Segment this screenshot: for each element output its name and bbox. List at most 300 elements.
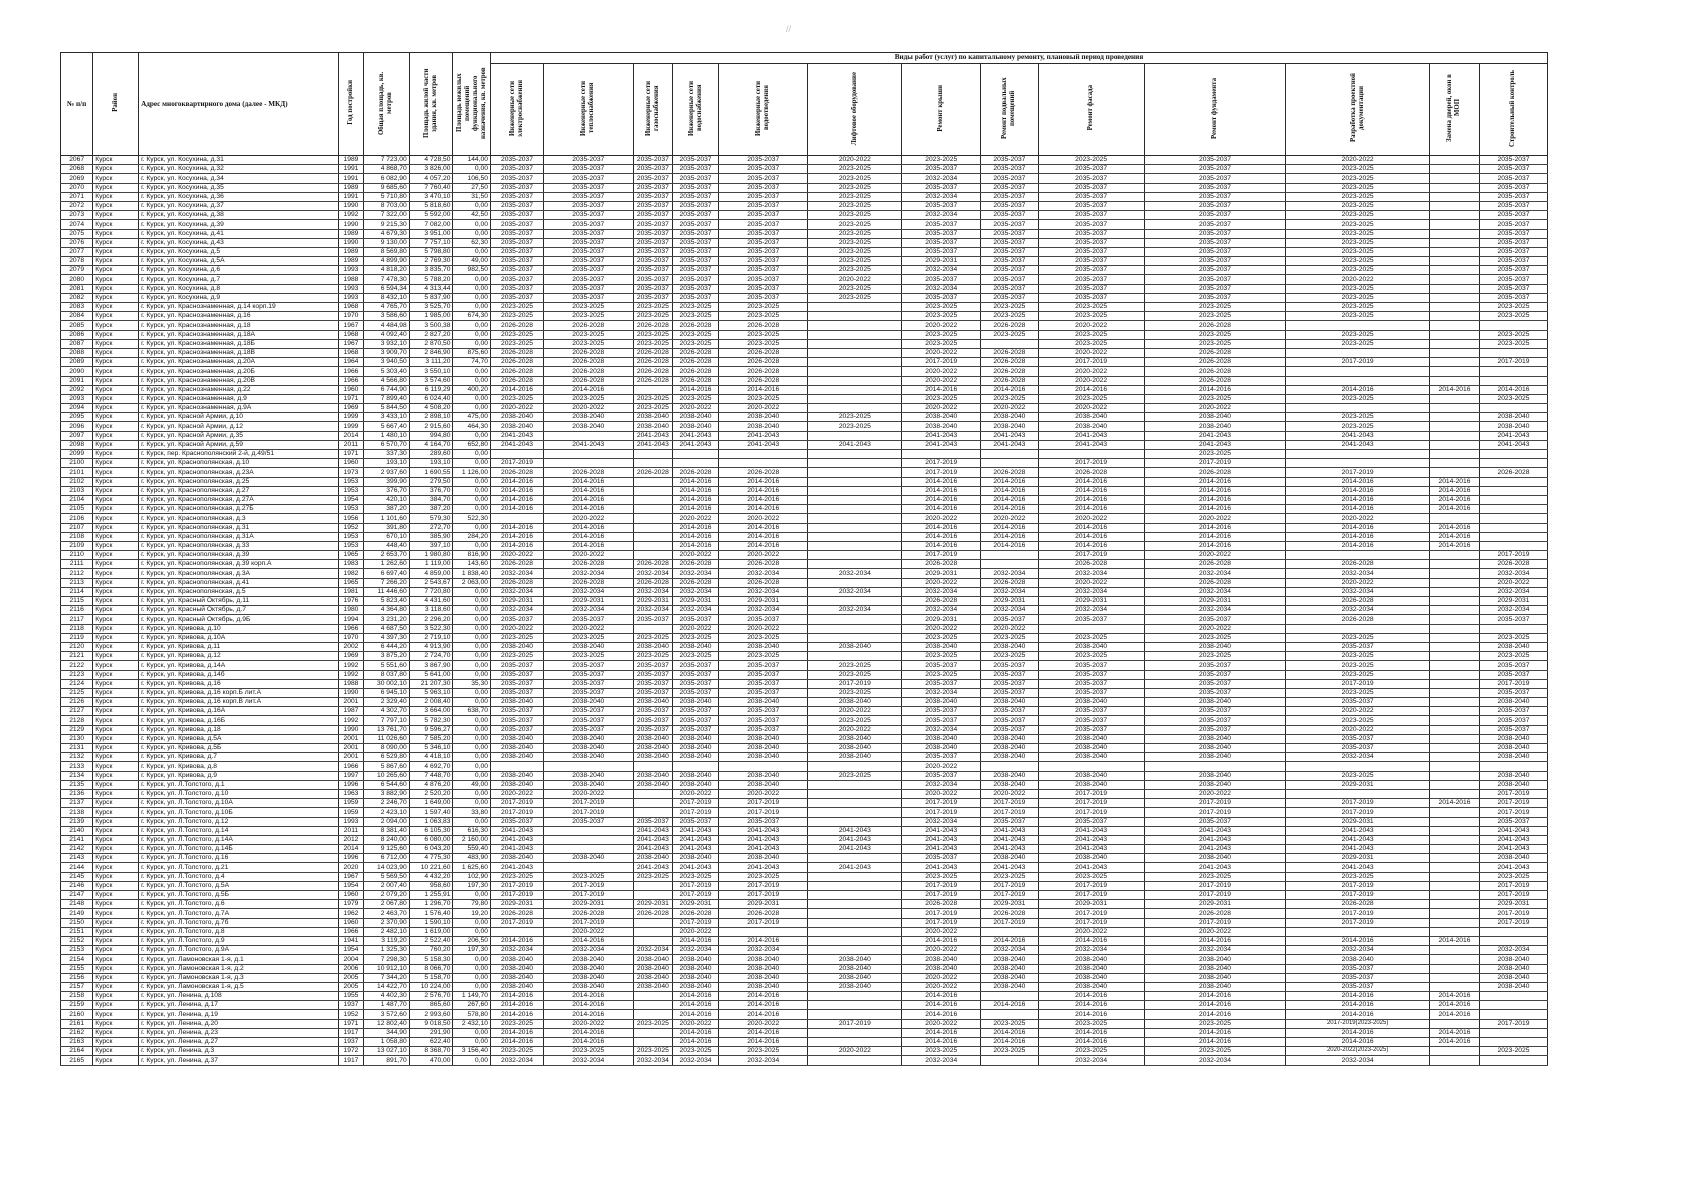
- cell-year: 1983: [338, 560, 363, 569]
- cell-nonresidential: 0,00: [453, 330, 490, 339]
- cell-living-area: 1 119,00: [409, 560, 453, 569]
- cell-nonresidential: 400,20: [453, 385, 490, 394]
- table-row: [61, 1010, 1548, 1019]
- cell-work-period: 2035-2037: [1038, 220, 1144, 229]
- cell-work-period: 2026-2028: [490, 578, 543, 587]
- cell-work-period: 2035-2037: [1479, 201, 1547, 210]
- cell-address: г. Курск, ул. Краснополянская, д.27Б: [139, 505, 339, 514]
- cell-work-period: 2026-2028: [718, 376, 808, 385]
- table-row: [61, 468, 1548, 477]
- cell-area: 9 125,60: [363, 845, 409, 854]
- cell-nonresidential: 2 063,00: [453, 578, 490, 587]
- cell-work-period: 2038-2040: [981, 964, 1038, 973]
- cell-work-period: 2023-2025: [1479, 330, 1547, 339]
- cell-work-period: 2023-2025: [1038, 633, 1144, 642]
- cell-work-period: 2014-2016: [1286, 992, 1430, 1001]
- cell-work-period: 2017-2019: [544, 881, 634, 890]
- cell-work-period: 2026-2028: [633, 468, 673, 477]
- cell-work-period: 2032-2034: [1038, 569, 1144, 578]
- cell-work-period: 2023-2025: [1144, 1019, 1286, 1028]
- cell-work-period: 2014-2016: [902, 385, 981, 394]
- cell-work-period: 2038-2040: [981, 973, 1038, 982]
- cell-work-period: 2029-2031: [544, 900, 634, 909]
- cell-work-period: [490, 514, 543, 523]
- cell-district: Курск: [93, 303, 139, 312]
- cell-work-period: [673, 762, 719, 771]
- cell-num: 2119: [61, 633, 93, 642]
- cell-work-period: 2020-2022: [490, 551, 543, 560]
- cell-work-period: 2035-2037: [981, 192, 1038, 201]
- cell-living-area: 8 066,70: [409, 964, 453, 973]
- cell-work-period: 2014-2016: [1286, 936, 1430, 945]
- cell-work-period: 2035-2037: [633, 707, 673, 716]
- cell-work-period: 2032-2034: [490, 569, 543, 578]
- table-row: [61, 642, 1548, 651]
- col-nonresidential-label: Площадь нежилых помещений функционального назначения, кв. метров: [455, 66, 487, 139]
- cell-district: Курск: [93, 376, 139, 385]
- cell-area: 5 569,50: [363, 872, 409, 881]
- cell-work-period: 2017-2019: [673, 918, 719, 927]
- cell-work-period: 2017-2019: [1144, 459, 1286, 468]
- cell-work-period: 2026-2028: [718, 578, 808, 587]
- cell-work-period: 2038-2040: [1479, 854, 1547, 863]
- cell-work-period: 2035-2037: [1479, 716, 1547, 725]
- cell-work-period: 2014-2016: [1038, 495, 1144, 504]
- table-row: [61, 1001, 1548, 1010]
- cell-work-period: 2035-2037: [718, 247, 808, 256]
- cell-work-period: 2035-2037: [718, 284, 808, 293]
- cell-area: 8 381,40: [363, 826, 409, 835]
- cell-work-period: [1429, 652, 1479, 661]
- cell-work-period: [1479, 523, 1547, 532]
- cell-work-period: 2035-2037: [1038, 229, 1144, 238]
- col-area: [363, 53, 409, 156]
- cell-nonresidential: 0,00: [453, 688, 490, 697]
- cell-year: 1964: [338, 358, 363, 367]
- cell-work-period: 2035-2037: [981, 238, 1038, 247]
- cell-work-period: 2026-2028: [1286, 900, 1430, 909]
- cell-work-period: 2023-2025: [902, 303, 981, 312]
- cell-work-period: 2041-2043: [718, 440, 808, 449]
- cell-work-period: 2023-2025: [544, 339, 634, 348]
- cell-work-period: 2038-2040: [808, 982, 902, 991]
- cell-district: Курск: [93, 569, 139, 578]
- cell-work-period: 2029-2031: [633, 597, 673, 606]
- table-row: [61, 707, 1548, 716]
- cell-work-period: 2026-2028: [673, 376, 719, 385]
- cell-work-period: [1429, 569, 1479, 578]
- cell-work-period: 2020-2022: [1286, 275, 1430, 284]
- cell-living-area: 3 867,90: [409, 661, 453, 670]
- cell-address: г. Курск, ул. Л.Толстого, д.16: [139, 854, 339, 863]
- cell-district: Курск: [93, 808, 139, 817]
- table-row: [61, 450, 1548, 459]
- cell-work-period: 2041-2043: [902, 863, 981, 872]
- cell-work-period: 2029-2031: [1144, 900, 1286, 909]
- cell-work-period: 2038-2040: [633, 642, 673, 651]
- cell-work-period: 2026-2028: [490, 909, 543, 918]
- table-row: [61, 753, 1548, 762]
- cell-year: 1990: [338, 688, 363, 697]
- cell-nonresidential: 0,00: [453, 303, 490, 312]
- cell-work-period: [808, 597, 902, 606]
- table-row: [61, 385, 1548, 394]
- cell-work-period: [808, 1038, 902, 1047]
- cell-work-period: 2014-2016: [981, 385, 1038, 394]
- cell-area: 9 685,60: [363, 183, 409, 192]
- cell-work-period: 2026-2028: [1038, 468, 1144, 477]
- cell-work-period: [1429, 633, 1479, 642]
- cell-work-period: 2029-2031: [902, 257, 981, 266]
- cell-work-period: 2038-2040: [718, 780, 808, 789]
- cell-work-period: 2038-2040: [633, 771, 673, 780]
- cell-work-period: 2017-2019: [902, 891, 981, 900]
- cell-work-period: [808, 523, 902, 532]
- cell-work-period: 2020-2022: [902, 376, 981, 385]
- cell-num: 2081: [61, 284, 93, 293]
- cell-work-period: 2020-2022: [718, 514, 808, 523]
- cell-district: Курск: [93, 725, 139, 734]
- cell-work-period: 2017-2019: [1479, 799, 1547, 808]
- cell-area: 5 710,80: [363, 192, 409, 201]
- table-row: [61, 597, 1548, 606]
- cell-work-period: 2014-2016: [673, 385, 719, 394]
- cell-nonresidential: 0,00: [453, 964, 490, 973]
- cell-work-period: 2023-2025: [981, 312, 1038, 321]
- cell-work-period: 2035-2037: [544, 293, 634, 302]
- cell-work-period: 2017-2019: [1144, 891, 1286, 900]
- cell-area: 8 090,00: [363, 744, 409, 753]
- table-row: [61, 881, 1548, 890]
- cell-work-period: 2038-2040: [718, 422, 808, 431]
- cell-area: 4 402,30: [363, 992, 409, 1001]
- cell-work-period: 2014-2016: [673, 541, 719, 550]
- cell-year: 1987: [338, 707, 363, 716]
- cell-work-period: [981, 450, 1038, 459]
- cell-year: 1993: [338, 817, 363, 826]
- cell-work-period: 2035-2037: [718, 688, 808, 697]
- cell-work-period: 2038-2040: [490, 744, 543, 753]
- cell-work-period: 2035-2037: [902, 220, 981, 229]
- cell-work-period: 2026-2028: [673, 909, 719, 918]
- cell-address: г. Курск, ул. Косухина, д.36: [139, 192, 339, 201]
- cell-work-period: 2041-2043: [673, 863, 719, 872]
- cell-year: 2001: [338, 698, 363, 707]
- cell-address: г. Курск, ул. Кривова, д.16Б: [139, 716, 339, 725]
- cell-area: 8 432,10: [363, 293, 409, 302]
- cell-work-period: 2017-2019: [981, 918, 1038, 927]
- cell-work-period: 2020-2022: [718, 404, 808, 413]
- cell-address: г. Курск, ул. Ленина, д.17: [139, 1001, 339, 1010]
- cell-work-period: 2014-2016: [1144, 1010, 1286, 1019]
- cell-work-period: 2017-2019: [981, 881, 1038, 890]
- col-work-5: [808, 64, 902, 156]
- cell-area: 7 723,00: [363, 156, 409, 165]
- cell-year: 1970: [338, 633, 363, 642]
- cell-work-period: 2038-2040: [1038, 642, 1144, 651]
- col-district: [93, 53, 139, 156]
- cell-work-period: 2035-2037: [981, 266, 1038, 275]
- cell-work-period: 2026-2028: [718, 560, 808, 569]
- cell-nonresidential: 0,00: [453, 615, 490, 624]
- cell-work-period: 2026-2028: [902, 597, 981, 606]
- cell-work-period: 2023-2025: [1286, 257, 1430, 266]
- cell-work-period: [1429, 964, 1479, 973]
- cell-work-period: [808, 633, 902, 642]
- cell-work-period: 2029-2031: [1286, 780, 1430, 789]
- capital-repair-table: [60, 52, 1548, 1066]
- cell-num: 2069: [61, 174, 93, 183]
- cell-work-period: 2035-2037: [1038, 174, 1144, 183]
- cell-area: 11 026,60: [363, 734, 409, 743]
- cell-work-period: 2032-2034: [902, 192, 981, 201]
- cell-work-period: 2032-2034: [1144, 569, 1286, 578]
- cell-work-period: 2023-2025: [673, 633, 719, 642]
- cell-district: Курск: [93, 505, 139, 514]
- cell-work-period: [1429, 615, 1479, 624]
- cell-work-period: 2023-2025: [808, 413, 902, 422]
- table-row: [61, 505, 1548, 514]
- cell-address: г. Курск, ул. Косухина, д.9: [139, 293, 339, 302]
- cell-work-period: 2035-2037: [1479, 707, 1547, 716]
- cell-area: 8 569,80: [363, 247, 409, 256]
- cell-address: г. Курск, ул. Краснополянская, д.39: [139, 551, 339, 560]
- cell-work-period: 2038-2040: [1144, 744, 1286, 753]
- cell-work-period: [718, 450, 808, 459]
- cell-nonresidential: 0,00: [453, 982, 490, 991]
- cell-num: 2087: [61, 339, 93, 348]
- cell-work-period: [1429, 431, 1479, 440]
- cell-work-period: [1429, 707, 1479, 716]
- cell-work-period: [808, 1028, 902, 1037]
- cell-year: 1994: [338, 615, 363, 624]
- cell-work-period: 2035-2037: [718, 174, 808, 183]
- cell-district: Курск: [93, 321, 139, 330]
- cell-district: Курск: [93, 624, 139, 633]
- table-row: [61, 1019, 1548, 1028]
- cell-work-period: 2023-2025: [808, 284, 902, 293]
- table-row: [61, 551, 1548, 560]
- cell-nonresidential: 0,00: [453, 606, 490, 615]
- cell-work-period: 2038-2040: [633, 413, 673, 422]
- cell-work-period: 2014-2016: [490, 532, 543, 541]
- cell-work-period: 2035-2037: [718, 679, 808, 688]
- cell-work-period: 2035-2037: [1144, 817, 1286, 826]
- cell-work-period: 2014-2016: [718, 1038, 808, 1047]
- cell-work-period: 2041-2043: [673, 431, 719, 440]
- cell-district: Курск: [93, 1038, 139, 1047]
- cell-year: 1966: [338, 367, 363, 376]
- cell-work-period: 2023-2025: [490, 1047, 543, 1056]
- cell-work-period: 2029-2031: [902, 615, 981, 624]
- cell-work-period: [1429, 817, 1479, 826]
- cell-work-period: [490, 762, 543, 771]
- cell-area: 10 265,60: [363, 771, 409, 780]
- cell-work-period: [808, 578, 902, 587]
- cell-work-period: 2035-2037: [1144, 661, 1286, 670]
- cell-work-period: 2020-2022: [1286, 578, 1430, 587]
- cell-num: 2145: [61, 872, 93, 881]
- cell-living-area: 384,70: [409, 495, 453, 504]
- cell-work-period: 2020-2022: [544, 927, 634, 936]
- cell-work-period: 2038-2040: [673, 854, 719, 863]
- cell-work-period: 2038-2040: [633, 854, 673, 863]
- cell-work-period: 2038-2040: [808, 642, 902, 651]
- cell-work-period: 2023-2025: [981, 394, 1038, 403]
- cell-work-period: 2020-2022: [544, 624, 634, 633]
- cell-address: г. Курск, ул. Ламоновская 1-я, д.2: [139, 964, 339, 973]
- cell-work-period: [808, 1010, 902, 1019]
- cell-work-period: [1429, 183, 1479, 192]
- cell-work-period: 2029-2031: [1038, 597, 1144, 606]
- cell-nonresidential: 616,30: [453, 826, 490, 835]
- cell-address: г. Курск, ул. Л.Толстого, д.6: [139, 900, 339, 909]
- cell-work-period: [1286, 348, 1430, 357]
- cell-area: 3 586,60: [363, 312, 409, 321]
- cell-nonresidential: 0,00: [453, 799, 490, 808]
- cell-work-period: [808, 946, 902, 955]
- cell-work-period: 2035-2037: [490, 817, 543, 826]
- cell-num: 2071: [61, 192, 93, 201]
- cell-work-period: 2035-2037: [718, 257, 808, 266]
- cell-area: 2 079,20: [363, 891, 409, 900]
- cell-work-period: 2038-2040: [633, 973, 673, 982]
- cell-district: Курск: [93, 597, 139, 606]
- cell-living-area: 2 576,70: [409, 992, 453, 1001]
- cell-nonresidential: 0,00: [453, 404, 490, 413]
- cell-work-period: 2029-2031: [1038, 900, 1144, 909]
- cell-work-period: 2035-2037: [1144, 275, 1286, 284]
- cell-work-period: 2038-2040: [1144, 734, 1286, 743]
- cell-living-area: 6 043,20: [409, 845, 453, 854]
- cell-work-period: 2023-2025: [981, 1019, 1038, 1028]
- cell-district: Курск: [93, 799, 139, 808]
- cell-district: Курск: [93, 909, 139, 918]
- cell-num: 2068: [61, 165, 93, 174]
- cell-work-period: 2014-2016: [981, 936, 1038, 945]
- cell-work-period: 2020-2022: [718, 1019, 808, 1028]
- cell-work-period: 2017-2019: [1144, 881, 1286, 890]
- cell-work-period: 2014-2016: [1038, 1038, 1144, 1047]
- cell-address: г. Курск, ул. Л.Толстого, д.5Б: [139, 891, 339, 900]
- cell-work-period: 2032-2034: [1479, 946, 1547, 955]
- cell-living-area: 1 063,83: [409, 817, 453, 826]
- cell-nonresidential: 0,00: [453, 587, 490, 596]
- cell-work-period: 2035-2037: [981, 156, 1038, 165]
- cell-work-period: 2038-2040: [544, 973, 634, 982]
- cell-work-period: [808, 799, 902, 808]
- cell-work-period: [1286, 450, 1430, 459]
- cell-area: 8 703,00: [363, 201, 409, 210]
- cell-work-period: 2035-2037: [902, 753, 981, 762]
- cell-work-period: 2032-2034: [1038, 1056, 1144, 1065]
- cell-year: 1990: [338, 238, 363, 247]
- cell-work-period: [808, 909, 902, 918]
- cell-work-period: 2023-2025: [1286, 293, 1430, 302]
- cell-area: 13 027,10: [363, 1047, 409, 1056]
- cell-work-period: 2035-2037: [673, 156, 719, 165]
- cell-work-period: 2023-2025: [902, 872, 981, 881]
- cell-work-period: 2035-2037: [544, 165, 634, 174]
- cell-work-period: [1429, 330, 1479, 339]
- cell-work-period: 2020-2022: [1038, 514, 1144, 523]
- cell-work-period: 2014-2016: [544, 1001, 634, 1010]
- cell-work-period: 2035-2037: [1144, 284, 1286, 293]
- cell-living-area: 289,60: [409, 450, 453, 459]
- cell-year: 1967: [338, 872, 363, 881]
- cell-work-period: 2035-2037: [981, 817, 1038, 826]
- cell-year: 2004: [338, 955, 363, 964]
- cell-work-period: 2035-2037: [673, 679, 719, 688]
- cell-work-period: 2038-2040: [633, 964, 673, 973]
- table-row: [61, 394, 1548, 403]
- cell-work-period: 2035-2037: [544, 817, 634, 826]
- cell-work-period: 2035-2037: [1479, 174, 1547, 183]
- cell-work-period: 2014-2016: [902, 523, 981, 532]
- cell-nonresidential: 0,00: [453, 661, 490, 670]
- cell-work-period: [1479, 321, 1547, 330]
- cell-work-period: 2038-2040: [490, 973, 543, 982]
- cell-living-area: 2 898,10: [409, 413, 453, 422]
- cell-nonresidential: 0,00: [453, 201, 490, 210]
- cell-work-period: 2014-2016: [544, 477, 634, 486]
- cell-work-period: 2032-2034: [1286, 587, 1430, 596]
- cell-work-period: 2020-2022: [1144, 514, 1286, 523]
- cell-year: 2014: [338, 431, 363, 440]
- cell-work-period: 2023-2025: [808, 165, 902, 174]
- cell-num: 2100: [61, 459, 93, 468]
- col-work-label: Ремонт подвальных помещений: [1001, 77, 1017, 139]
- cell-living-area: 4 418,10: [409, 753, 453, 762]
- cell-work-period: 2041-2043: [1144, 826, 1286, 835]
- cell-work-period: 2035-2037: [981, 257, 1038, 266]
- cell-year: 1990: [338, 725, 363, 734]
- cell-work-period: 2035-2037: [981, 716, 1038, 725]
- table-row: [61, 321, 1548, 330]
- cell-work-period: 2038-2040: [1479, 642, 1547, 651]
- table-row: [61, 440, 1548, 449]
- cell-work-period: 2029-2031: [718, 597, 808, 606]
- cell-work-period: 2035-2037: [490, 716, 543, 725]
- cell-work-period: 2026-2028: [544, 367, 634, 376]
- table-row: [61, 624, 1548, 633]
- cell-district: Курск: [93, 156, 139, 165]
- cell-address: г. Курск, ул. Косухина, д.37: [139, 201, 339, 210]
- cell-address: г. Курск, ул. Краснополянская, д.23А: [139, 468, 339, 477]
- cell-work-period: 2035-2037: [981, 615, 1038, 624]
- cell-work-period: 2020-2022: [1144, 404, 1286, 413]
- cell-work-period: 2023-2025: [1479, 872, 1547, 881]
- cell-address: г. Курск, ул. Ленина, д.37: [139, 1056, 339, 1065]
- col-work-label: Замена дверей, окон в МОП: [1446, 74, 1462, 143]
- cell-work-period: [633, 881, 673, 890]
- cell-nonresidential: 0,00: [453, 927, 490, 936]
- cell-area: 6 082,90: [363, 174, 409, 183]
- cell-area: 3 932,10: [363, 339, 409, 348]
- cell-work-period: 2020-2022: [902, 367, 981, 376]
- cell-work-period: 2023-2025: [808, 174, 902, 183]
- cell-work-period: [1479, 477, 1547, 486]
- cell-work-period: 2026-2028: [544, 909, 634, 918]
- cell-living-area: 6 080,00: [409, 835, 453, 844]
- table-row: [61, 927, 1548, 936]
- cell-work-period: 2038-2040: [544, 955, 634, 964]
- cell-work-period: 2026-2028: [633, 367, 673, 376]
- cell-work-period: 2038-2040: [490, 854, 543, 863]
- cell-work-period: 2038-2040: [718, 964, 808, 973]
- cell-work-period: 2014-2016: [490, 495, 543, 504]
- cell-district: Курск: [93, 284, 139, 293]
